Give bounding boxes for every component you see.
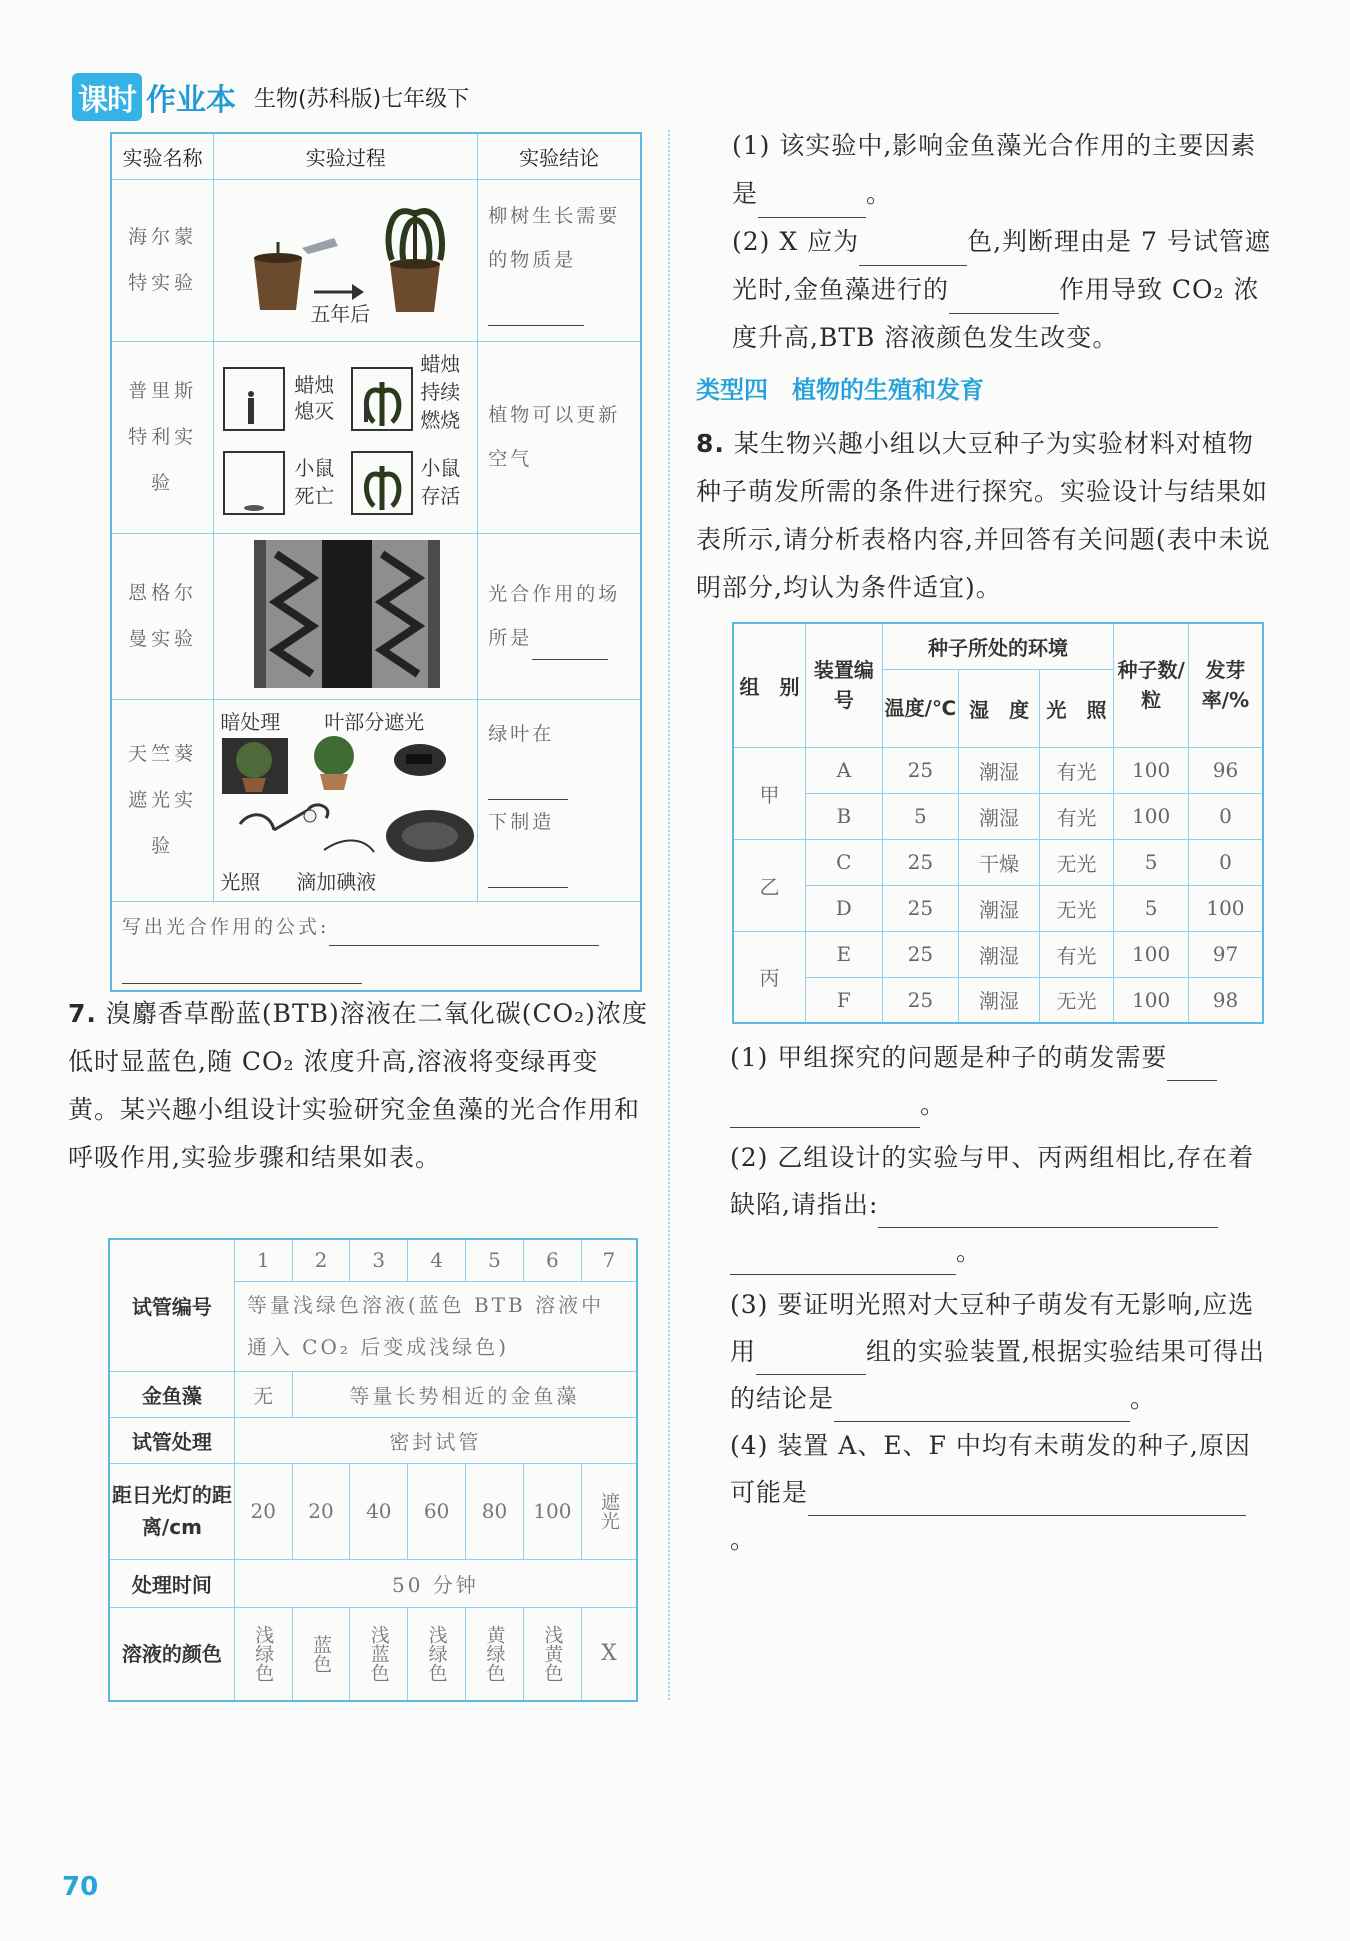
table-row: [111, 341, 641, 533]
question-7: 7. 溴麝香草酚蓝(BTB)溶液在二氧化碳(CO₂)浓度低时显蓝色,随 CO₂ 浓度升高,溶液将变绿再变黄。某兴趣小组设计实验研究金鱼藻的光合作用和呼吸作用,实验步骤和结果如表。: [68, 999, 648, 1172]
table-cell: 100: [1114, 977, 1189, 1023]
experiments-table: [110, 132, 642, 992]
experiment-name: 天竺葵遮光实验: [111, 699, 214, 901]
answer-blank[interactable]: [730, 1249, 956, 1275]
process-caption: 小鼠存活: [420, 455, 461, 508]
process-caption: 蜡烛持续燃烧: [420, 351, 461, 432]
process-caption: 小鼠死亡: [294, 455, 335, 508]
sub-question: (3) 要证明光照对大豆种子萌发有无影响,应选用 组的实验装置,根据实验结果可得出的结论是 。: [730, 1281, 1270, 1422]
question-8: 8. 某生物兴趣小组以大豆种子为实验材料对植物种子萌发所需的条件进行探究。实验设计与结果如表所示,请分析表格内容,并回答有关问题(表中未说明部分,均认为条件适宜)。: [696, 429, 1271, 602]
table-cell: 潮湿: [959, 977, 1040, 1023]
table-cell: 25: [882, 977, 959, 1023]
col-header-seeds: 种子数/粒: [1114, 623, 1189, 747]
table-cell: 有光: [1039, 931, 1114, 977]
table-cell: 蓝色: [292, 1607, 350, 1701]
process-illustration: [214, 179, 478, 341]
experiment-conclusion: 柳树生长需要的物质是: [478, 179, 641, 341]
table-cell: 遮光: [581, 1463, 637, 1559]
answer-blank[interactable]: [949, 288, 1059, 314]
process-illustration: [214, 341, 478, 533]
row-label: 金鱼藻: [109, 1371, 234, 1417]
tube-number: 1: [234, 1239, 292, 1281]
page-header: [72, 74, 469, 120]
sub-question: (1) 该实验中,影响金鱼藻光合作用的主要因素是 。: [732, 122, 1272, 218]
process-caption: 蜡烛熄灭: [294, 372, 335, 423]
table-cell: 0: [1188, 793, 1263, 839]
brand-badge: 课时: [72, 73, 142, 121]
column-divider: [668, 130, 670, 1700]
microscope-view-icon: [214, 534, 476, 694]
tube-number: 6: [523, 1239, 581, 1281]
table-row: [111, 179, 641, 341]
seed-table: [732, 622, 1264, 1024]
sub-question: (1) 甲组探究的问题是种子的萌发需要 。: [730, 1034, 1270, 1128]
table-cell: 潮湿: [959, 793, 1040, 839]
process-caption: 叶部分遮光: [324, 709, 425, 734]
answer-blank[interactable]: [878, 1202, 1218, 1228]
table-cell: 浅黄色: [523, 1607, 581, 1701]
answer-blank[interactable]: [758, 192, 866, 218]
process-caption: 暗处理: [220, 709, 281, 734]
answer-blank[interactable]: [488, 300, 584, 326]
table-cell: 无光: [1039, 977, 1114, 1023]
table-cell: 60: [408, 1463, 466, 1559]
table-row: [733, 931, 1263, 977]
table-cell: 96: [1188, 747, 1263, 793]
answer-blank[interactable]: [756, 1349, 866, 1375]
table-cell: 5: [882, 793, 959, 839]
table-row: [733, 885, 1263, 931]
col-header-process: 实验过程: [214, 133, 478, 179]
table-cell: 潮湿: [959, 885, 1040, 931]
col-header-temp: 温度/℃: [882, 669, 959, 747]
table-cell: 50 分钟: [234, 1559, 637, 1607]
experiment-name: 海尔蒙特实验: [111, 179, 214, 341]
table-cell: 100: [1114, 793, 1189, 839]
table-cell: F: [806, 977, 883, 1023]
table-row: [111, 699, 641, 901]
question-7-text: 溴麝香草酚蓝(BTB)溶液在二氧化碳(CO₂)浓度低时显蓝色,随 CO₂ 浓度升高,溶液将变绿再变黄。某兴趣小组设计实验研究金鱼藻的光合作用和呼吸作用,实验步骤和结果如表。: [68, 999, 648, 1172]
table-cell: 40: [350, 1463, 408, 1559]
experiment-conclusion: 光合作用的场所是: [478, 533, 641, 699]
process-illustration: [214, 699, 478, 901]
table-cell: 无光: [1039, 885, 1114, 931]
question-8-subs: [730, 1034, 1270, 1563]
brand-name: 作业本: [146, 83, 236, 118]
page-number: 70: [62, 1872, 99, 1902]
col-header-humidity: 湿 度: [959, 669, 1040, 747]
table-cell: 25: [882, 931, 959, 977]
table-cell: D: [806, 885, 883, 931]
answer-blank[interactable]: [1167, 1055, 1217, 1081]
table-cell: 浅绿色: [234, 1607, 292, 1701]
col-header-light: 光 照: [1039, 669, 1114, 747]
section-title: 类型四 植物的生殖和发育: [696, 376, 984, 404]
answer-blank[interactable]: [532, 634, 608, 660]
col-header-group: 组 别: [733, 623, 806, 747]
col-header-environment: 种子所处的环境: [882, 623, 1114, 669]
process-caption: 五年后: [310, 301, 371, 326]
table-cell: 潮湿: [959, 747, 1040, 793]
tube-number: 7: [581, 1239, 637, 1281]
table-cell: C: [806, 839, 883, 885]
table-cell: 黄绿色: [466, 1607, 524, 1701]
table-cell: 25: [882, 747, 959, 793]
table-row: [111, 533, 641, 699]
answer-blank[interactable]: [329, 920, 599, 946]
table-cell: 100: [523, 1463, 581, 1559]
group-label: 甲: [733, 747, 806, 839]
table-cell: B: [806, 793, 883, 839]
group-label: 乙: [733, 839, 806, 931]
table-cell: 25: [882, 885, 959, 931]
table-cell: 浅绿色: [408, 1607, 466, 1701]
table-cell: 97: [1188, 931, 1263, 977]
col-header-conclusion: 实验结论: [478, 133, 641, 179]
row-label: 溶液的颜色: [109, 1607, 234, 1701]
col-header-device: 装置编号: [806, 623, 883, 747]
table-cell: 等量长势相近的金鱼藻: [292, 1371, 637, 1417]
table-cell: 25: [882, 839, 959, 885]
sub-question: (4) 装置 A、E、F 中均有未萌发的种子,原因可能是。: [730, 1431, 1251, 1554]
answer-blank[interactable]: [488, 774, 568, 800]
table-row: [733, 977, 1263, 1023]
btb-table: [108, 1238, 638, 1702]
table-cell: 80: [466, 1463, 524, 1559]
table-cell: E: [806, 931, 883, 977]
answer-blank[interactable]: [808, 1490, 1246, 1516]
table-cell: 5: [1114, 885, 1189, 931]
formula-row: 写出光合作用的公式:: [111, 901, 641, 991]
table-cell: 浅蓝色: [350, 1607, 408, 1701]
table-cell: 无: [234, 1371, 292, 1417]
tube-number: 3: [350, 1239, 408, 1281]
table-cell: 100: [1188, 885, 1263, 931]
table-cell: 有光: [1039, 747, 1114, 793]
sub-question: (2) X 应为 色,判断理由是 7 号试管遮光时,金鱼藻进行的 作用导致 CO₂ 浓度升高,BTB 溶液颜色发生改变。: [732, 227, 1271, 352]
process-caption: 光照: [220, 869, 261, 894]
tube-description: 等量浅绿色溶液(蓝色 BTB 溶液中通入 CO₂ 后变成浅绿色): [234, 1281, 637, 1371]
table-row: [733, 839, 1263, 885]
table-cell: 潮湿: [959, 931, 1040, 977]
table-cell: 干燥: [959, 839, 1040, 885]
group-label: 丙: [733, 931, 806, 1023]
table-cell: 100: [1114, 747, 1189, 793]
answer-blank[interactable]: [488, 862, 568, 888]
col-header-rate: 发芽率/%: [1188, 623, 1263, 747]
row-label: 试管编号: [109, 1239, 234, 1371]
table-cell: 100: [1114, 931, 1189, 977]
table-cell: 有光: [1039, 793, 1114, 839]
tube-number: 4: [408, 1239, 466, 1281]
experiment-name: 恩格尔曼实验: [111, 533, 214, 699]
table-row: [733, 793, 1263, 839]
tube-number: 5: [466, 1239, 524, 1281]
answer-blank[interactable]: [834, 1396, 1130, 1422]
table-row: [111, 901, 641, 991]
table-cell: A: [806, 747, 883, 793]
row-label: 处理时间: [109, 1559, 234, 1607]
table-cell: X: [581, 1607, 637, 1701]
answer-blank[interactable]: [859, 240, 967, 266]
experiment-conclusion: 绿叶在 下制造: [478, 699, 641, 901]
table-cell: 20: [292, 1463, 350, 1559]
answer-blank[interactable]: [730, 1102, 920, 1128]
table-cell: 5: [1114, 839, 1189, 885]
row-label: 距日光灯的距离/cm: [109, 1463, 234, 1559]
answer-blank[interactable]: [122, 958, 362, 984]
table-cell: 0: [1188, 839, 1263, 885]
row-label: 试管处理: [109, 1417, 234, 1463]
question-8-text: 某生物兴趣小组以大豆种子为实验材料对植物种子萌发所需的条件进行探究。实验设计与结果如表所示,请分析表格内容,并回答有关问题(表中未说明部分,均认为条件适宜)。: [696, 429, 1271, 602]
question-7-subs: [732, 122, 1272, 362]
process-caption: 滴加碘液: [296, 869, 377, 894]
table-cell: 密封试管: [234, 1417, 637, 1463]
sub-question: (2) 乙组设计的实验与甲、丙两组相比,存在着缺陷,请指出: 。: [730, 1134, 1270, 1275]
table-row: [733, 747, 1263, 793]
process-illustration: [214, 533, 478, 699]
table-cell: 98: [1188, 977, 1263, 1023]
experiment-name: 普里斯特利实验: [111, 341, 214, 533]
table-cell: 无光: [1039, 839, 1114, 885]
tube-number: 2: [292, 1239, 350, 1281]
table-cell: 20: [234, 1463, 292, 1559]
experiment-conclusion: 植物可以更新空气: [478, 341, 641, 533]
subject-label: 生物(苏科版)七年级下: [254, 86, 470, 112]
col-header-name: 实验名称: [111, 133, 214, 179]
